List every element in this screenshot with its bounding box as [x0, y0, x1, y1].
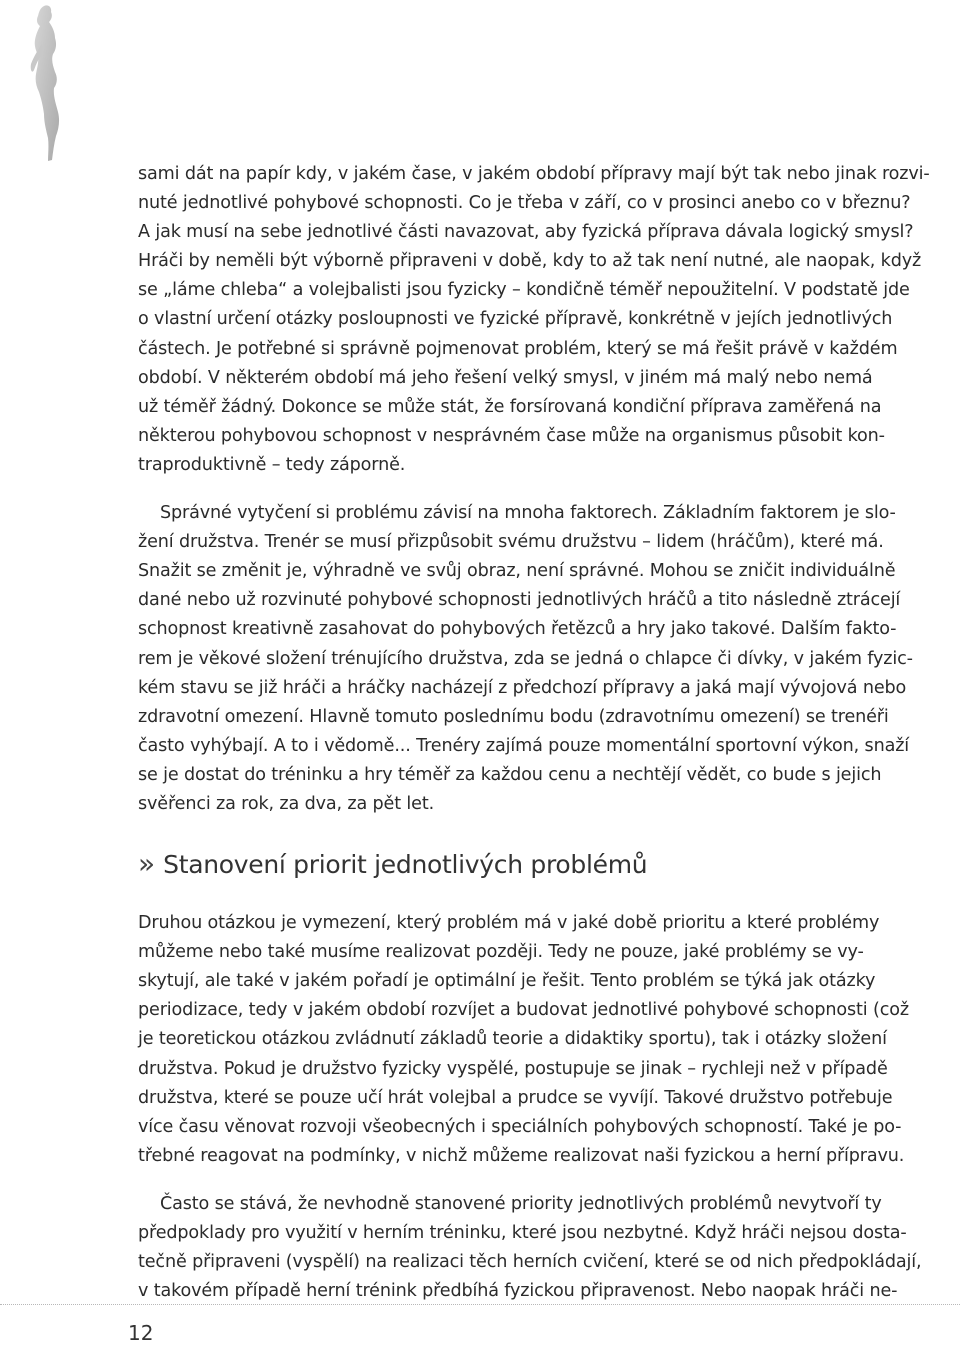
paragraph-4	[138, 1190, 922, 1306]
paragraph-1	[138, 160, 930, 480]
text-line: Hráči by neměli být výborně připraveni v době, kdy to až tak není nutné, ale naopak, když	[138, 251, 922, 272]
text-line: období. V některém období má jeho řešení velký smysl, v jiném má malý nebo nemá	[138, 367, 873, 388]
page-number: 12	[128, 1321, 154, 1345]
text-line: v takovém případě herní trénink předbíhá fyzickou připravenost. Nebo naopak hráči ne-	[138, 1281, 898, 1302]
text-line: Snažit se změnit je, výhradně ve svůj obraz, není správné. Mohou se zničit individuálně	[138, 561, 896, 582]
footer-divider	[0, 1304, 960, 1305]
text-line: více času věnovat rozvoji všeobecných i speciálních pohybových schopností. Také je po-	[138, 1116, 902, 1137]
text-line: družstva, které se pouze učí hrát volejbal a prudce se vyvíjí. Takové družstvo potřebuje	[138, 1087, 893, 1108]
chevron-right-double-icon: »	[138, 847, 156, 881]
section-heading	[138, 847, 852, 891]
text-line: můžeme nebo také musíme realizovat později. Tedy ne pouze, jaké problémy se vy-	[138, 942, 864, 963]
text-line: periodizace, tedy v jakém období rozvíjet a budovat jednotlivé pohybové schopnosti (což	[138, 1000, 909, 1021]
paragraph-3	[138, 909, 909, 1171]
text-line: často vyhýbají. A to i vědomě... Trenéry zajímá pouze momentální sportovní výkon, snaží	[138, 735, 910, 756]
text-line: sami dát na papír kdy, v jakém čase, v jakém období přípravy mají být tak nebo jinak rozvi-	[138, 164, 930, 184]
text-line: se je dostat do tréninku a hry téměř za každou cenu a nechtějí vědět, co bude s jejich	[138, 764, 882, 785]
text-line: předpoklady pro využití v herním tréninku, které jsou nezbytné. Když hráči nejsou dosta-	[138, 1223, 907, 1243]
text-line: A jak musí na sebe jednotlivé části navazovat, aby fyzická příprava dávala logický smysl?	[138, 222, 914, 243]
text-line: družstva. Pokud je družstvo fyzicky vyspělé, postupuje se jinak – rychleji než v případě	[138, 1058, 888, 1079]
text-line: už téměř žádný. Dokonce se může stát, že forsírovaná kondiční příprava zaměřená na	[138, 396, 882, 417]
text-line: se „láme chleba“ a volejbalisti jsou fyzicky – kondičně téměř nepoužitelní. V podstatě jde	[138, 280, 910, 301]
text-line: o vlastní určení otázky posloupnosti ve fyzické přípravě, konkrétně v jejích jednotlivých	[138, 309, 893, 330]
text-line: Druhou otázkou je vymezení, který problém má v jaké době prioritu a které problémy	[138, 913, 880, 934]
text-line: traproduktivně – tedy záporně.	[138, 454, 406, 475]
text-line: Často se stává, že nevhodně stanovené priority jednotlivých problémů nevytvoří ty	[160, 1193, 882, 1214]
text-line: třebné reagovat na podmínky, v nichž můžeme realizovat naši fyzickou a herní přípravu.	[138, 1145, 905, 1166]
text-line: je teoretickou otázkou zvládnutí základů teorie a didaktiky sportu), tak i otázky složení	[138, 1029, 887, 1050]
text-line: schopnost kreativně zasahovat do pohybových řetězců a hry jako takové. Dalším fakto-	[138, 619, 897, 640]
page-content	[138, 160, 930, 1306]
text-line: zdravotní omezení. Hlavně tomuto poslednímu bodu (zdravotnímu omezení) se trenéři	[138, 706, 889, 727]
text-line: tečně připraveni (vyspělí) na realizaci těch herních cvičení, které se od nich předpokládají,	[138, 1252, 922, 1273]
text-line: rem je věkové složení trénujícího družstva, zda se jedná o chlapce či dívky, v jakém fyzic-	[138, 648, 913, 669]
section-title: Stanovení priorit jednotlivých problémů	[163, 850, 648, 880]
text-line: částech. Je potřebné si správně pojmenovat problém, který se má řešit právě v každém	[138, 338, 898, 359]
paragraph-2	[138, 499, 913, 819]
text-line: dané nebo už rozvinuté pohybové schopnosti jednotlivých hráčů a tito následně ztrácejí	[138, 590, 901, 611]
text-line: kém stavu se již hráči a hráčky nacházejí z předchozí přípravy a jaká mají vývojová nebo	[138, 677, 907, 698]
text-line: Správné vytyčení si problému závisí na mnoha faktorech. Základním faktorem je slo-	[160, 503, 896, 524]
text-line: svěřenci za rok, za dva, za pět let.	[138, 793, 435, 814]
text-line: žení družstva. Trenér se musí přizpůsobit svému družstvu – lidem (hráčům), které má.	[138, 532, 884, 553]
text-line: nuté jednotlivé pohybové schopnosti. Co je třeba v září, co v prosinci anebo co v březnu?	[138, 193, 911, 214]
athlete-silhouette-image	[22, 4, 74, 164]
text-line: skytují, ale také v jakém pořadí je optimální je řešit. Tento problém se týká jak otázky	[138, 971, 876, 992]
text-line: některou pohybovou schopnost v nesprávném čase může na organismus působit kon-	[138, 425, 885, 446]
